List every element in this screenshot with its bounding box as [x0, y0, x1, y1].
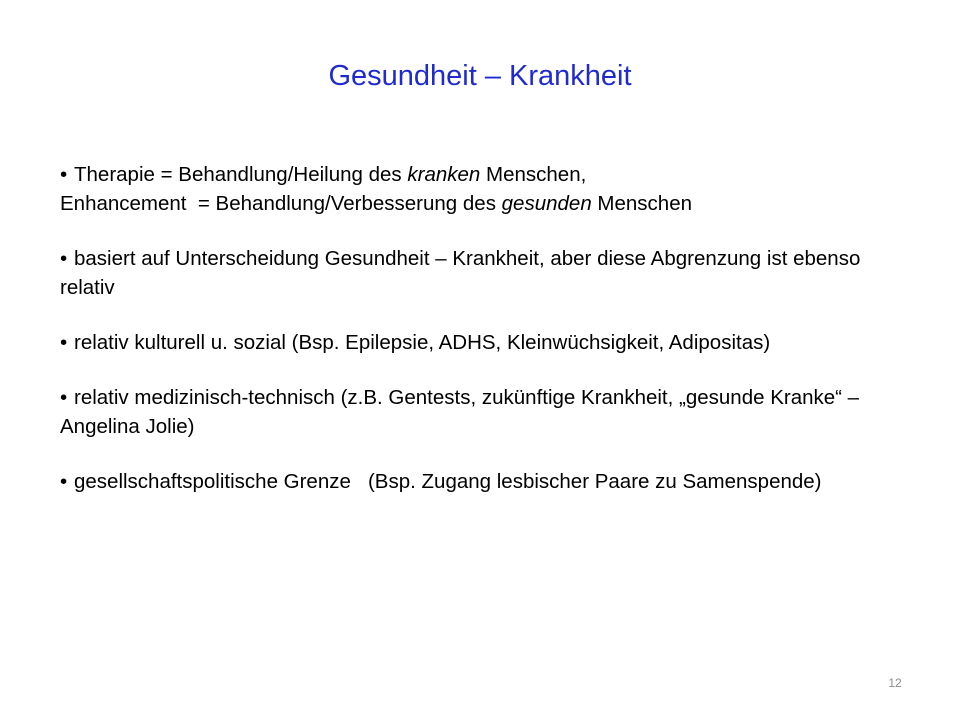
- slide-title: Gesundheit – Krankheit: [328, 60, 632, 92]
- bullet-dot: •: [60, 247, 68, 270]
- bullet-emphasis-gesunden: gesunden: [501, 192, 592, 215]
- bullet-dot: •: [60, 470, 68, 493]
- bullet-list: [60, 160, 920, 522]
- page-number: 12: [888, 676, 902, 690]
- bullet-emphasis-kranken: kranken: [407, 163, 481, 186]
- bullet-second-line: [60, 189, 920, 218]
- bullet-text: basiert auf Unterscheidung Gesundheit – Krankheit, aber diese Abgrenzung ist ebenso relativ: [60, 247, 861, 299]
- bullet-text-part: Therapie = Behandlung/Heilung des: [74, 163, 408, 186]
- bullet-text-part: Menschen,: [480, 163, 587, 186]
- bullet-text: relativ kulturell u. sozial (Bsp. Epilepsie, ADHS, Kleinwüchsigkeit, Adipositas): [74, 331, 771, 354]
- bullet-text: relativ medizinisch-technisch (z.B. Gentests, zukünftige Krankheit, „gesunde Kranke“ – Angelina Jolie): [60, 386, 860, 438]
- bullet-item-therapie-enhancement: [60, 160, 920, 218]
- bullet-dot: •: [60, 386, 68, 409]
- bullet-dot: •: [60, 163, 68, 186]
- bullet-text-part: Enhancement = Behandlung/Verbesserung des: [60, 192, 502, 215]
- bullet-item-unterscheidung: [60, 244, 920, 302]
- bullet-item-gesellschaftspolitisch: [60, 467, 920, 496]
- bullet-dot: •: [60, 331, 68, 354]
- bullet-text-part: Menschen: [591, 192, 692, 215]
- bullet-item-medizinisch-technisch: [60, 383, 920, 441]
- bullet-item-kulturell-sozial: [60, 328, 920, 357]
- bullet-text: gesellschaftspolitische Grenze (Bsp. Zugang lesbischer Paare zu Samenspende): [74, 470, 822, 493]
